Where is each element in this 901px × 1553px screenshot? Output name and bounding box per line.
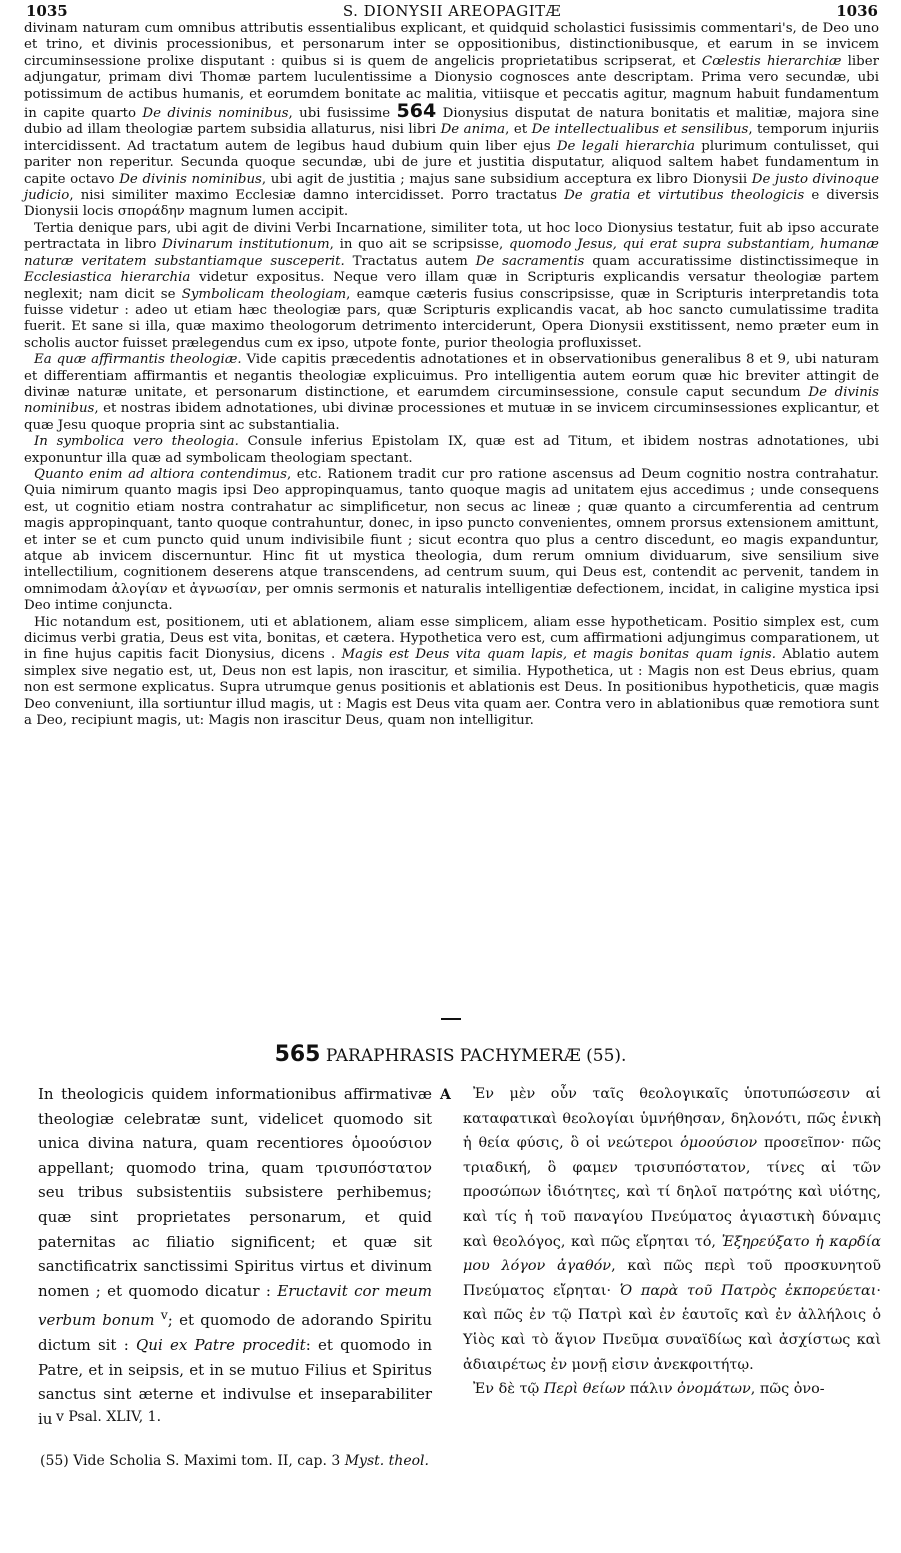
italic-title: Divinarum institutionum <box>162 237 330 253</box>
italic-word: ὁμοούσιον <box>680 1135 758 1152</box>
text: Ἐν μὲν οὖν ταῖς θεολογικαῖς ὑποτυπώσεσιν αἱ καταφατικαὶ θεολογίαι ὑμνήθησαν, δηλονότι, πῶς ἑνικὴ ἡ θεία φύσις, ὃ οἱ νεώτεροι <box>463 1086 881 1152</box>
italic-title: Myst. theol. <box>344 1453 429 1469</box>
italic-quote: Eructavit cor meum verbum bonum <box>38 1281 432 1330</box>
text: Vide capitis præcedentis adnotationes et in observationibus generalibus 8 et 9, ubi naturam et differentiam affirmantis et negantis theologiæ explicuimus. Pro intelligentia autem eorum quæ hic breviter attingit de divinæ naturæ unitate, et personarum distinctione, et earumdem circuminsessione, consule caput secundum <box>24 352 879 400</box>
italic-title: De intellectualibus et sensilibus <box>531 122 749 138</box>
text: , et <box>505 122 528 138</box>
text: , eamque cæteris fusius conscripsisse, quæ in Scripturis interpretandis tota fuisse videtur : adeo ut etiam hæc theologiæ pars, quæ Scripturis explicandis vacat, ab hoc sancto cumulatissime tradita fuerit. Et sane si illa, quæ maximo theologorum detrimento interciderunt, Opera Dionysii exstitissent, nemo præter eum in scholis auctor fuisset prælegendus cum ex ipso, utpote fonte, purior theologia profluxisset. <box>24 286 880 351</box>
text: , nisi similiter maximo Ecclesiæ damno intercidisset. Porro tractatus <box>69 188 557 204</box>
italic-title: Ecclesiastica hierarchia <box>24 270 191 286</box>
italic-title: De gratia et virtutibus theologicis <box>564 188 805 204</box>
text: Ablatio autem simplex sive negatio est, ut, Deus non est lapis, non irascitur, et similia. Hypothetica, ut : Magis non est Deus ebrius, quam non est sermone explicatus. Supra utrumque genus positionis et ablationis est Deus. In positionibus hypotheticis, quæ magis Deo conveniunt, illa sortiuntur illud magis, ut : Magis est Deus vita quam aer. Contra vero in ablationibus quæ remotiora sunt a Deo, recipiunt magis, ut: Magis non irascitur Deus, quam non intelligitur. <box>24 647 879 729</box>
footnote-psalm: v Psal. XLIV, 1. <box>56 1409 162 1425</box>
page-number-right: 1036 <box>836 2 878 20</box>
italic-title: De divinis nominibus <box>119 171 262 187</box>
italic-title: ὀνομάτων <box>677 1381 751 1398</box>
commentary-text <box>24 21 879 729</box>
footnote-55 <box>40 1453 429 1469</box>
italic-title: Cœlestis hierarchiæ <box>701 53 842 69</box>
text: divinam naturam cum omnibus attributis essentialibus explicant, et quidquid scholastici fusissimis commentari's, de Deo uno et trino, et divinis processionibus, et personarum inter se oppositionibus, distinctionibusque, et earum in se invicem circuminsessione prolixe disputant : quibus si is quem de angelicis proprietatibus scripserat, et <box>24 21 879 69</box>
text: πάλιν <box>629 1381 673 1398</box>
text: , ubi agit de justitia ; majus sane subsidium acceptura ex libro Dionysii <box>261 171 748 187</box>
italic-title: De divinis nominibus <box>142 106 289 122</box>
paragraph <box>24 221 879 352</box>
italic-quote: Magis est Deus vita quam lapis, et magis bonitas quam ignis. <box>341 647 776 663</box>
italic-quote: Ἐξηρεύξατο ἡ καρδία μου λόγον ἀγαθόν <box>463 1233 882 1275</box>
text: (55) Vide Scholia S. Maximi tom. II, cap. 3 <box>40 1453 341 1469</box>
greek-column <box>463 1082 881 1402</box>
text: Ἐν δὲ τῷ <box>473 1381 540 1398</box>
section-divider <box>441 1018 461 1020</box>
paragraph <box>463 1377 881 1402</box>
text: Tractatus autem <box>352 253 468 269</box>
text: Dionysius disputat de natura bonitatis et malitiæ, majora sine dubio ad illam theologiæ partem subsidia allaturus, nisi libri <box>24 106 879 138</box>
text: e diversis Dionysii locis σποράδην magnum lumen accipit. <box>24 188 880 220</box>
italic-title: De justo divinoque judicio <box>24 171 879 204</box>
italic-quote: Ὁ παρὰ τοῦ Πατρὸς ἐκπορεύεται <box>619 1282 877 1299</box>
paragraph <box>24 21 879 221</box>
italic-title: De legali hierarchia <box>556 138 695 154</box>
text: , in quo ait se scripsisse, <box>329 237 504 253</box>
text: quam accuratissime distinctissimeque in <box>592 253 879 269</box>
latin-column <box>38 1082 432 1431</box>
italic-title: De sacramentis <box>475 253 585 269</box>
page-number-left: 1035 <box>26 2 68 20</box>
text: Hic notandum est, positionem, uti et ablationem, aliam esse simplicem, aliam esse hypotheticam. Positio simplex est, cum dicimus verbi gratia, Deus est vita, bonitas, et cætera. Hypothetica vero est, cum affirmationi adjungimus comparationem, ut in fine hujus capitis facit Dionysius, dicens . <box>24 614 879 663</box>
text: , ubi fusissime <box>288 106 391 122</box>
text: , et nostras ibidem adnotationes, ubi divinæ processiones et mutuæ in se invicem circuminsessiones explicantur, et quæ Jesu quoque propria sint ac substantialia. <box>24 401 879 433</box>
text: Consule inferius Epistolam IX, quæ est ad Titum, et ibidem nostras adnotationes, ubi exponuntur illa quæ ad symbolicam theologiam spectant. <box>24 434 879 466</box>
text: , καὶ πῶς περὶ τοῦ προσκυνητοῦ Πνεύματος εἴρηται· <box>463 1258 881 1299</box>
text: ; et quomodo de adorando Spiritu dictum sit : <box>38 1311 432 1354</box>
italic-title: De divinis nominibus <box>24 384 879 417</box>
text: : et quomodo in Patre, et in seipsis, et in se mutuo Filius et Spiritus sanctus sint æterne et indivulse et inseparabiliter iu <box>38 1335 433 1428</box>
italic-title: De anima <box>440 122 506 138</box>
paragraph <box>24 434 879 467</box>
text: In theologicis quidem informationibus affirmativæ theologiæ celebratæ sunt, videlicet quomodo sit unica divina natura, quam recentiores ὁμοούσιον appellant; quomodo trina, quam τρισυπόστατον seu tribus subsistentiis subsistere perhibemus; quæ sint proprietates personarum, et quid paternitas ac filiatio significent; et quæ sit sanctificatrix sanctissimi Spiritus virtus et divinum nomen ; et quomodo dicatur : <box>38 1085 432 1300</box>
section-margin-number: 565 <box>274 1042 321 1067</box>
paragraph <box>463 1082 881 1377</box>
italic-lemma: Ea quæ affirmantis theologiæ. <box>34 352 242 368</box>
text: , etc. Rationem tradit cur pro ratione ascensus ad Deum cognitio nostra contrahatur. Quia nimirum quanto magis ipsi Deo appropinquamus, tanto quoque magis ad unitatem ejus accedimus ; unde consequens est, ut cognitio etiam nostra contrahatur ac simplificetur, non secus ac lineæ ; quæ quanto a circumferentia ad centrum magis appropinquant, tanto quoque contrahuntur, donec, in ipso puncto convenientes, omnem prorsus extensionem amittunt, et inter se et cum puncto quid unum indivisibile fiunt ; sicut econtra quo plus a centro discedunt, eo magis expanduntur, atque ab invicem discernuntur. Hinc fit ut mystica theologia, dum rerum omnium dividuarum, sive sensilium sive intellectilium, cognitionem deserens atque transcendens, ad centrum suum, qui Deus est, contendit ac pervenit, tandem in omnimodam ἀλογίαν et ἀγνωσίαν, per omnis sermonis et naturalis intelligentiæ defectionem, incidat, in caligine mystica ipsi Deo intime conjuncta. <box>24 466 879 614</box>
paragraph <box>38 1082 432 1431</box>
section-heading <box>0 1042 901 1067</box>
paragraph <box>24 352 879 434</box>
margin-letter-A: A <box>440 1087 451 1103</box>
italic-title: Symbolicam theologiam <box>181 286 347 302</box>
italic-lemma: Quanto enim ad altiora contendimus <box>34 466 287 482</box>
footnote-marker: v <box>160 1307 168 1323</box>
running-title: S. DIONYSII AREOPAGITÆ <box>342 2 562 20</box>
text: videtur expositus. Neque vero illam quæ in Scripturis explicandis versatur theologiæ partem neglexit; nam dicit se <box>24 270 879 302</box>
margin-number-564: 564 <box>396 100 437 123</box>
text: liber adjungatur, primam divi Thomæ partem luculentissime a Dionysio cognosces ante descriptam. Prima vero secundæ, ubi potissimum de actibus humanis, et eorumdem bonitate ac malitia, vitiisque et peccatis agitur, magnum habuit fundamentum in capite quarto <box>24 53 879 122</box>
text: · καὶ πῶς ἐν τῷ Πατρὶ καὶ ἐν ἑαυτοῖς καὶ ἐν ἀλλήλοις ὁ Υἱὸς καὶ τὸ ἅγιον Πνεῦμα συναϊδίως καὶ ἀσχίστως καὶ ἀδιαιρέτως ἐν μονῇ εἰσιν ἀνεκφοιτήτῳ. <box>463 1282 881 1373</box>
italic-quote: quomodo Jesus, qui erat supra substantiam, humanæ naturæ veritatem substantiamque susceperit. <box>24 237 879 269</box>
italic-title: Περὶ θείων <box>543 1381 626 1398</box>
paragraph <box>24 615 879 730</box>
text: , πῶς ὀνο- <box>750 1381 825 1398</box>
section-title-text: PARAPHRASIS PACHYMERÆ (55). <box>325 1046 627 1066</box>
text: προσεῖπον· πῶς τριαδική, ὃ φαμεν τρισυπόστατον, τίνες αἱ τῶν προσώπων ἰδιότητες, καὶ τί δηλοῖ πατρότης καὶ υἱότης, καὶ τίς ἡ τοῦ παναγίου Πνεύματος ἁγιαστικὴ δύναμις καὶ θεολόγος, καὶ πῶς εἴρηται τό, <box>463 1135 882 1250</box>
paragraph <box>24 467 879 615</box>
italic-quote: Qui ex Patre procedit <box>135 1335 306 1354</box>
italic-lemma: In symbolica vero theologia. <box>34 434 239 450</box>
text: , temporum injuriis intercidissent. Ad tractatum autem de legibus haud dubium quin liber ejus <box>24 122 879 154</box>
text: Tertia denique pars, ubi agit de divini Verbi Incarnatione, similiter tota, ut hoc loco Dionysius testatur, fuit ab ipso accurate pertractata in libro <box>24 220 879 253</box>
text: plurimum contulisset, qui pariter non reperitur. Secunda quoque secundæ, ubi de jure et justitia disputatur, aliquod saltem habet fundamentum in capite octavo <box>24 138 879 187</box>
